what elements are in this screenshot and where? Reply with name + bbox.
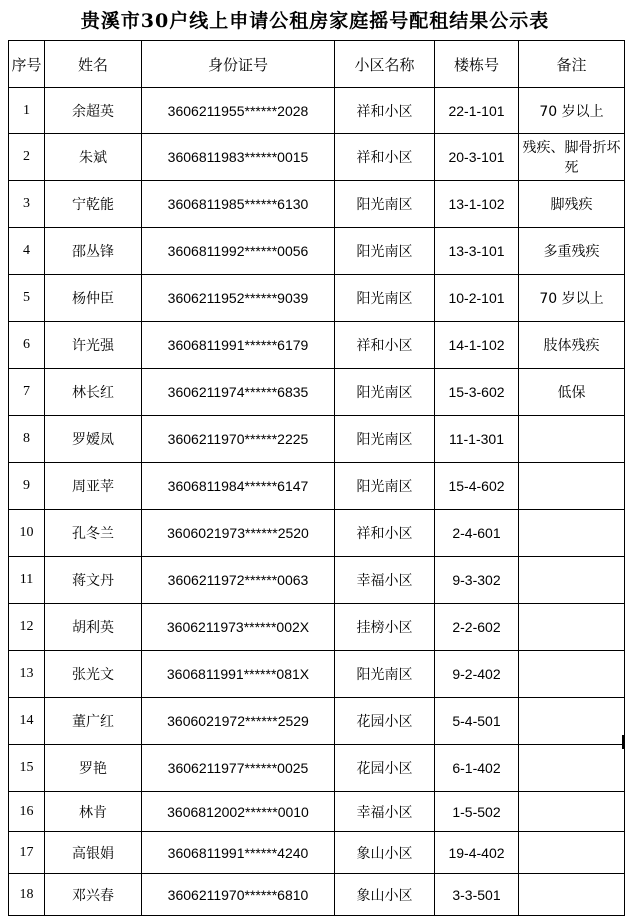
- cell-building: 2-4-601: [435, 510, 519, 557]
- cell-seq: 18: [9, 874, 45, 916]
- cell-id-number: 3606021973******2520: [142, 510, 335, 557]
- cell-seq: 14: [9, 698, 45, 745]
- cell-community: 阳光南区: [335, 369, 435, 416]
- cell-seq: 11: [9, 557, 45, 604]
- header-row: [9, 41, 625, 88]
- cell-building: 1-5-502: [435, 792, 519, 832]
- table-row: [9, 134, 625, 181]
- page-title: 贵溪市30户线上申请公租房家庭摇号配租结果公示表: [80, 10, 550, 32]
- cell-building: 20-3-101: [435, 134, 519, 181]
- text-cursor: [622, 735, 624, 749]
- cell-seq: 5: [9, 275, 45, 322]
- cell-remark: [519, 874, 625, 916]
- cell-building: 9-3-302: [435, 557, 519, 604]
- cell-building: 11-1-301: [435, 416, 519, 463]
- cell-id-number: 3606812002******0010: [142, 792, 335, 832]
- cell-id-number: 3606021972******2529: [142, 698, 335, 745]
- cell-remark: 肢体残疾: [519, 322, 625, 369]
- table-row: [9, 651, 625, 698]
- cell-id-number: 3606211955******2028: [142, 88, 335, 134]
- cell-name: 许光强: [45, 322, 142, 369]
- cell-remark: 70 岁以上: [519, 275, 625, 322]
- table-row: [9, 604, 625, 651]
- cell-seq: 15: [9, 745, 45, 792]
- cell-remark: [519, 651, 625, 698]
- cell-name: 张光文: [45, 651, 142, 698]
- cell-id-number: 3606811991******081X: [142, 651, 335, 698]
- cell-community: 祥和小区: [335, 322, 435, 369]
- cell-building: 3-3-501: [435, 874, 519, 916]
- table-row: [9, 510, 625, 557]
- cell-seq: 17: [9, 832, 45, 874]
- cell-seq: 13: [9, 651, 45, 698]
- cell-seq: 6: [9, 322, 45, 369]
- table-row: [9, 88, 625, 134]
- cell-seq: 4: [9, 228, 45, 275]
- cell-building: 15-4-602: [435, 463, 519, 510]
- header-building: 楼栋号: [435, 41, 519, 88]
- cell-seq: 9: [9, 463, 45, 510]
- cell-id-number: 3606811985******6130: [142, 181, 335, 228]
- cell-remark: 残疾、脚骨折坏死: [519, 134, 625, 181]
- cell-name: 余超英: [45, 88, 142, 134]
- table-row: [9, 698, 625, 745]
- cell-name: 林肯: [45, 792, 142, 832]
- table-row: [9, 832, 625, 874]
- header-remark: 备注: [519, 41, 625, 88]
- cell-name: 林长红: [45, 369, 142, 416]
- cell-name: 蒋文丹: [45, 557, 142, 604]
- table-row: [9, 181, 625, 228]
- cell-id-number: 3606211974******6835: [142, 369, 335, 416]
- results-table: [8, 40, 625, 916]
- cell-building: 2-2-602: [435, 604, 519, 651]
- cell-building: 6-1-402: [435, 745, 519, 792]
- cell-id-number: 3606811991******4240: [142, 832, 335, 874]
- cell-community: 象山小区: [335, 874, 435, 916]
- cell-community: 象山小区: [335, 832, 435, 874]
- cell-community: 阳光南区: [335, 275, 435, 322]
- cell-community: 阳光南区: [335, 463, 435, 510]
- cell-name: 董广红: [45, 698, 142, 745]
- cell-seq: 2: [9, 134, 45, 181]
- cell-community: 幸福小区: [335, 792, 435, 832]
- cell-building: 22-1-101: [435, 88, 519, 134]
- cell-remark: [519, 745, 625, 792]
- cell-building: 9-2-402: [435, 651, 519, 698]
- cell-remark: [519, 792, 625, 832]
- cell-name: 杨仲臣: [45, 275, 142, 322]
- cell-remark: 多重残疾: [519, 228, 625, 275]
- cell-building: 19-4-402: [435, 832, 519, 874]
- cell-remark: [519, 557, 625, 604]
- table-row: [9, 463, 625, 510]
- cell-remark: 70 岁以上: [519, 88, 625, 134]
- cell-seq: 1: [9, 88, 45, 134]
- cell-remark: [519, 698, 625, 745]
- header-seq: 序号: [9, 41, 45, 88]
- table-row: [9, 228, 625, 275]
- cell-id-number: 3606811992******0056: [142, 228, 335, 275]
- cell-remark: 低保: [519, 369, 625, 416]
- cell-community: 花园小区: [335, 745, 435, 792]
- cell-name: 宁乾能: [45, 181, 142, 228]
- table-row: [9, 792, 625, 832]
- cell-community: 祥和小区: [335, 510, 435, 557]
- cell-building: 14-1-102: [435, 322, 519, 369]
- cell-remark: [519, 416, 625, 463]
- header-community: 小区名称: [335, 41, 435, 88]
- cell-remark: 脚残疾: [519, 181, 625, 228]
- cell-remark: [519, 604, 625, 651]
- cell-community: 祥和小区: [335, 134, 435, 181]
- table-body: [9, 88, 625, 916]
- table-row: [9, 557, 625, 604]
- table-row: [9, 874, 625, 916]
- cell-id-number: 3606211972******0063: [142, 557, 335, 604]
- cell-name: 罗艳: [45, 745, 142, 792]
- cell-seq: 12: [9, 604, 45, 651]
- cell-building: 5-4-501: [435, 698, 519, 745]
- cell-name: 高银娟: [45, 832, 142, 874]
- table-row: [9, 369, 625, 416]
- cell-id-number: 3606811984******6147: [142, 463, 335, 510]
- cell-seq: 10: [9, 510, 45, 557]
- cell-id-number: 3606211952******9039: [142, 275, 335, 322]
- cell-id-number: 3606211970******2225: [142, 416, 335, 463]
- table-row: [9, 745, 625, 792]
- cell-name: 邵丛锋: [45, 228, 142, 275]
- cell-remark: [519, 463, 625, 510]
- header-name: 姓名: [45, 41, 142, 88]
- cell-building: 13-1-102: [435, 181, 519, 228]
- cell-name: 邓兴春: [45, 874, 142, 916]
- cell-id-number: 3606211973******002X: [142, 604, 335, 651]
- cell-id-number: 3606211977******0025: [142, 745, 335, 792]
- table-row: [9, 416, 625, 463]
- cell-id-number: 3606811983******0015: [142, 134, 335, 181]
- table-row: [9, 322, 625, 369]
- cell-seq: 3: [9, 181, 45, 228]
- cell-name: 胡利英: [45, 604, 142, 651]
- cell-seq: 16: [9, 792, 45, 832]
- cell-seq: 8: [9, 416, 45, 463]
- cell-id-number: 3606211970******6810: [142, 874, 335, 916]
- cell-remark: [519, 510, 625, 557]
- cell-name: 朱斌: [45, 134, 142, 181]
- cell-name: 孔冬兰: [45, 510, 142, 557]
- cell-community: 阳光南区: [335, 416, 435, 463]
- cell-community: 挂榜小区: [335, 604, 435, 651]
- cell-building: 10-2-101: [435, 275, 519, 322]
- cell-community: 阳光南区: [335, 651, 435, 698]
- cell-community: 阳光南区: [335, 228, 435, 275]
- cell-remark: [519, 832, 625, 874]
- cell-id-number: 3606811991******6179: [142, 322, 335, 369]
- cell-name: 罗嫒凤: [45, 416, 142, 463]
- cell-community: 幸福小区: [335, 557, 435, 604]
- header-id-number: 身份证号: [142, 41, 335, 88]
- cell-name: 周亚苹: [45, 463, 142, 510]
- cell-community: 祥和小区: [335, 88, 435, 134]
- table-row: [9, 275, 625, 322]
- cell-community: 阳光南区: [335, 181, 435, 228]
- cell-building: 13-3-101: [435, 228, 519, 275]
- cell-community: 花园小区: [335, 698, 435, 745]
- cell-building: 15-3-602: [435, 369, 519, 416]
- cell-seq: 7: [9, 369, 45, 416]
